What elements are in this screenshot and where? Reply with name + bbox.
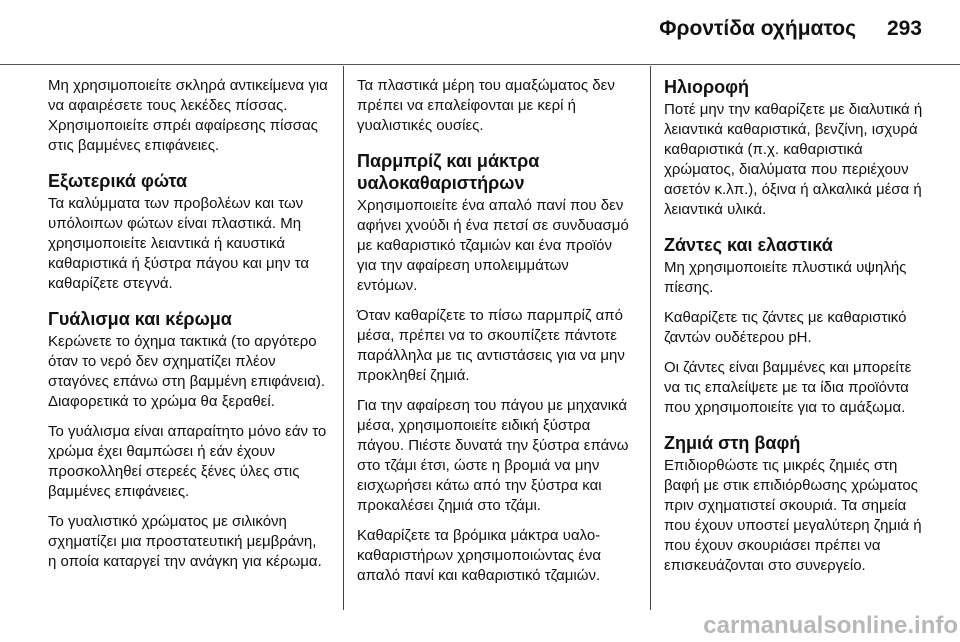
sunroof-paragraph: Ποτέ μην την καθαρίζετε με διαλυτικά ή λειαντικά καθαριστικά, βενζίνη, ισχυρά καθαριστικά (π.χ. καθαριστικά χρώματος, διαλύματα που περιέχουν ασετόν κ.λπ.), όξινα ή αλκαλικά μέσα ή λειαντικά υλικά. [664, 101, 923, 218]
tar-removal-paragraph: Μη χρησιμοποιείτε σκληρά αντικείμενα για να αφαιρέσετε τους λεκέδες πίσσας. Χρησιμοποιείτε σπρέι αφαίρεσης πίσσας στις βαμμένες επιφάνειες. [48, 77, 328, 154]
watermark: carmanualsonline.info [703, 612, 958, 639]
column-2 [357, 76, 629, 616]
windscreen-wipers-paragraph-1: Χρησιμοποιείτε ένα απαλό πανί που δεν αφήνει χνούδι ή ένα πετσί σε συνδυασμό με καθαριστικό τζαμιών και ένα προϊόν για την αφαίρεση υπολειμμάτων εντόμων. [357, 197, 629, 294]
paint-damage-heading: Ζημιά στη βαφή [664, 433, 801, 453]
page-header [0, 0, 960, 64]
wheels-tyres-paragraph-2: Καθαρίζετε τις ζάντες με καθαριστικό ζαντών ουδέτερου pH. [664, 309, 907, 346]
wheels-tyres-paragraph-3: Οι ζάντες είναι βαμμένες και μπορείτε να τις επαλείψετε με τα ίδια προϊόντα που χρησιμοποιείτε για το αμάξωμα. [664, 359, 912, 416]
paint-damage-paragraph: Επιδιορθώστε τις μικρές ζημιές στη βαφή με στικ επιδιόρθωσης χρώματος πριν σχηματιστεί σκουριά. Τα σημεία που έχουν υποστεί μεγαλύτερη ζημιά ή που έχουν σκουριάσει πρέπει να επισκευάζονται στο συνεργείο. [664, 457, 922, 574]
plastic-parts-paragraph: Τα πλαστικά μέρη του αμαξώματος δεν πρέπει να επαλείφονται με κερί ή γυαλιστικές ουσίες. [357, 77, 615, 134]
windscreen-wipers-heading: Παρμπρίζ και μάκτρα υαλοκαθαριστήρων [357, 151, 540, 193]
sunroof-heading: Ηλιοροφή [664, 77, 750, 97]
page-number: 293 [886, 17, 922, 40]
polishing-waxing-paragraph-1: Κερώνετε το όχημα τακτικά (το αργότερο όταν το νερό δεν σχηματίζει πλέον σταγόνες επάνω στη βαμμένη επιφάνεια). Διαφορετικά το χρώμα θα ξεραθεί. [48, 333, 326, 410]
polishing-waxing-heading: Γυάλισμα και κέρωμα [48, 309, 232, 329]
column-1 [48, 76, 328, 616]
exterior-lights-paragraph: Τα καλύμματα των προβολέων και των υπόλοιπων φώτων είναι πλαστικά. Μη χρησιμοποιείτε λειαντικά ή καυστικά καθαριστικά ή ξύστρα πάγου και μην τα καθαρίζετε στεγνά. [48, 195, 310, 292]
exterior-lights-heading: Εξωτερικά φώτα [48, 171, 188, 191]
polishing-waxing-paragraph-2: Το γυάλισμα είναι απαραίτητο μόνο εάν το χρώμα έχει θαμπώσει ή εάν έχουν προσκολληθεί στερεές ξένες ύλες στις βαμμένες επιφάνειες. [48, 423, 327, 500]
polishing-waxing-paragraph-3: Το γυαλιστικό χρώματος με σιλικόνη σχηματίζει μια προστατευτική μεμβράνη, η οποία καταργεί την ανάγκη για κέρωμα. [48, 513, 322, 570]
windscreen-wipers-paragraph-3: Για την αφαίρεση του πάγου με μηχανικά μέσα, χρησιμοποιείτε ειδική ξύστρα πάγου. Πιέστε δυνατά την ξύστρα επάνω στο τζάμι έτσι, ώστε η βρομιά να μην εισχωρήσει κάτω από την ξύστρα και προκαλέσει ζημιά στο τζάμι. [357, 397, 629, 514]
wheels-tyres-heading: Ζάντες και ελαστικά [664, 235, 833, 255]
column-divider-1 [343, 66, 344, 610]
windscreen-wipers-paragraph-2: Όταν καθαρίζετε το πίσω παρμπρίζ από μέσα, πρέπει να το σκουπίζετε πάντοτε παράλληλα με τις αντιστάσεις για να μην προκληθεί ζημιά. [357, 307, 625, 384]
header-divider [0, 64, 960, 65]
windscreen-wipers-paragraph-4: Καθαρίζετε τα βρόμικα μάκτρα υαλοκαθαριστήρων χρησιμοποιώντας ένα απαλό πανί και καθαριστικό τζαμιών. [357, 527, 602, 584]
column-3 [664, 76, 926, 616]
page-title: Φροντίδα οχήματος [659, 17, 856, 40]
column-divider-2 [650, 66, 651, 610]
wheels-tyres-paragraph-1: Μη χρησιμοποιείτε πλυστικά υψηλής πίεσης. [664, 259, 907, 296]
